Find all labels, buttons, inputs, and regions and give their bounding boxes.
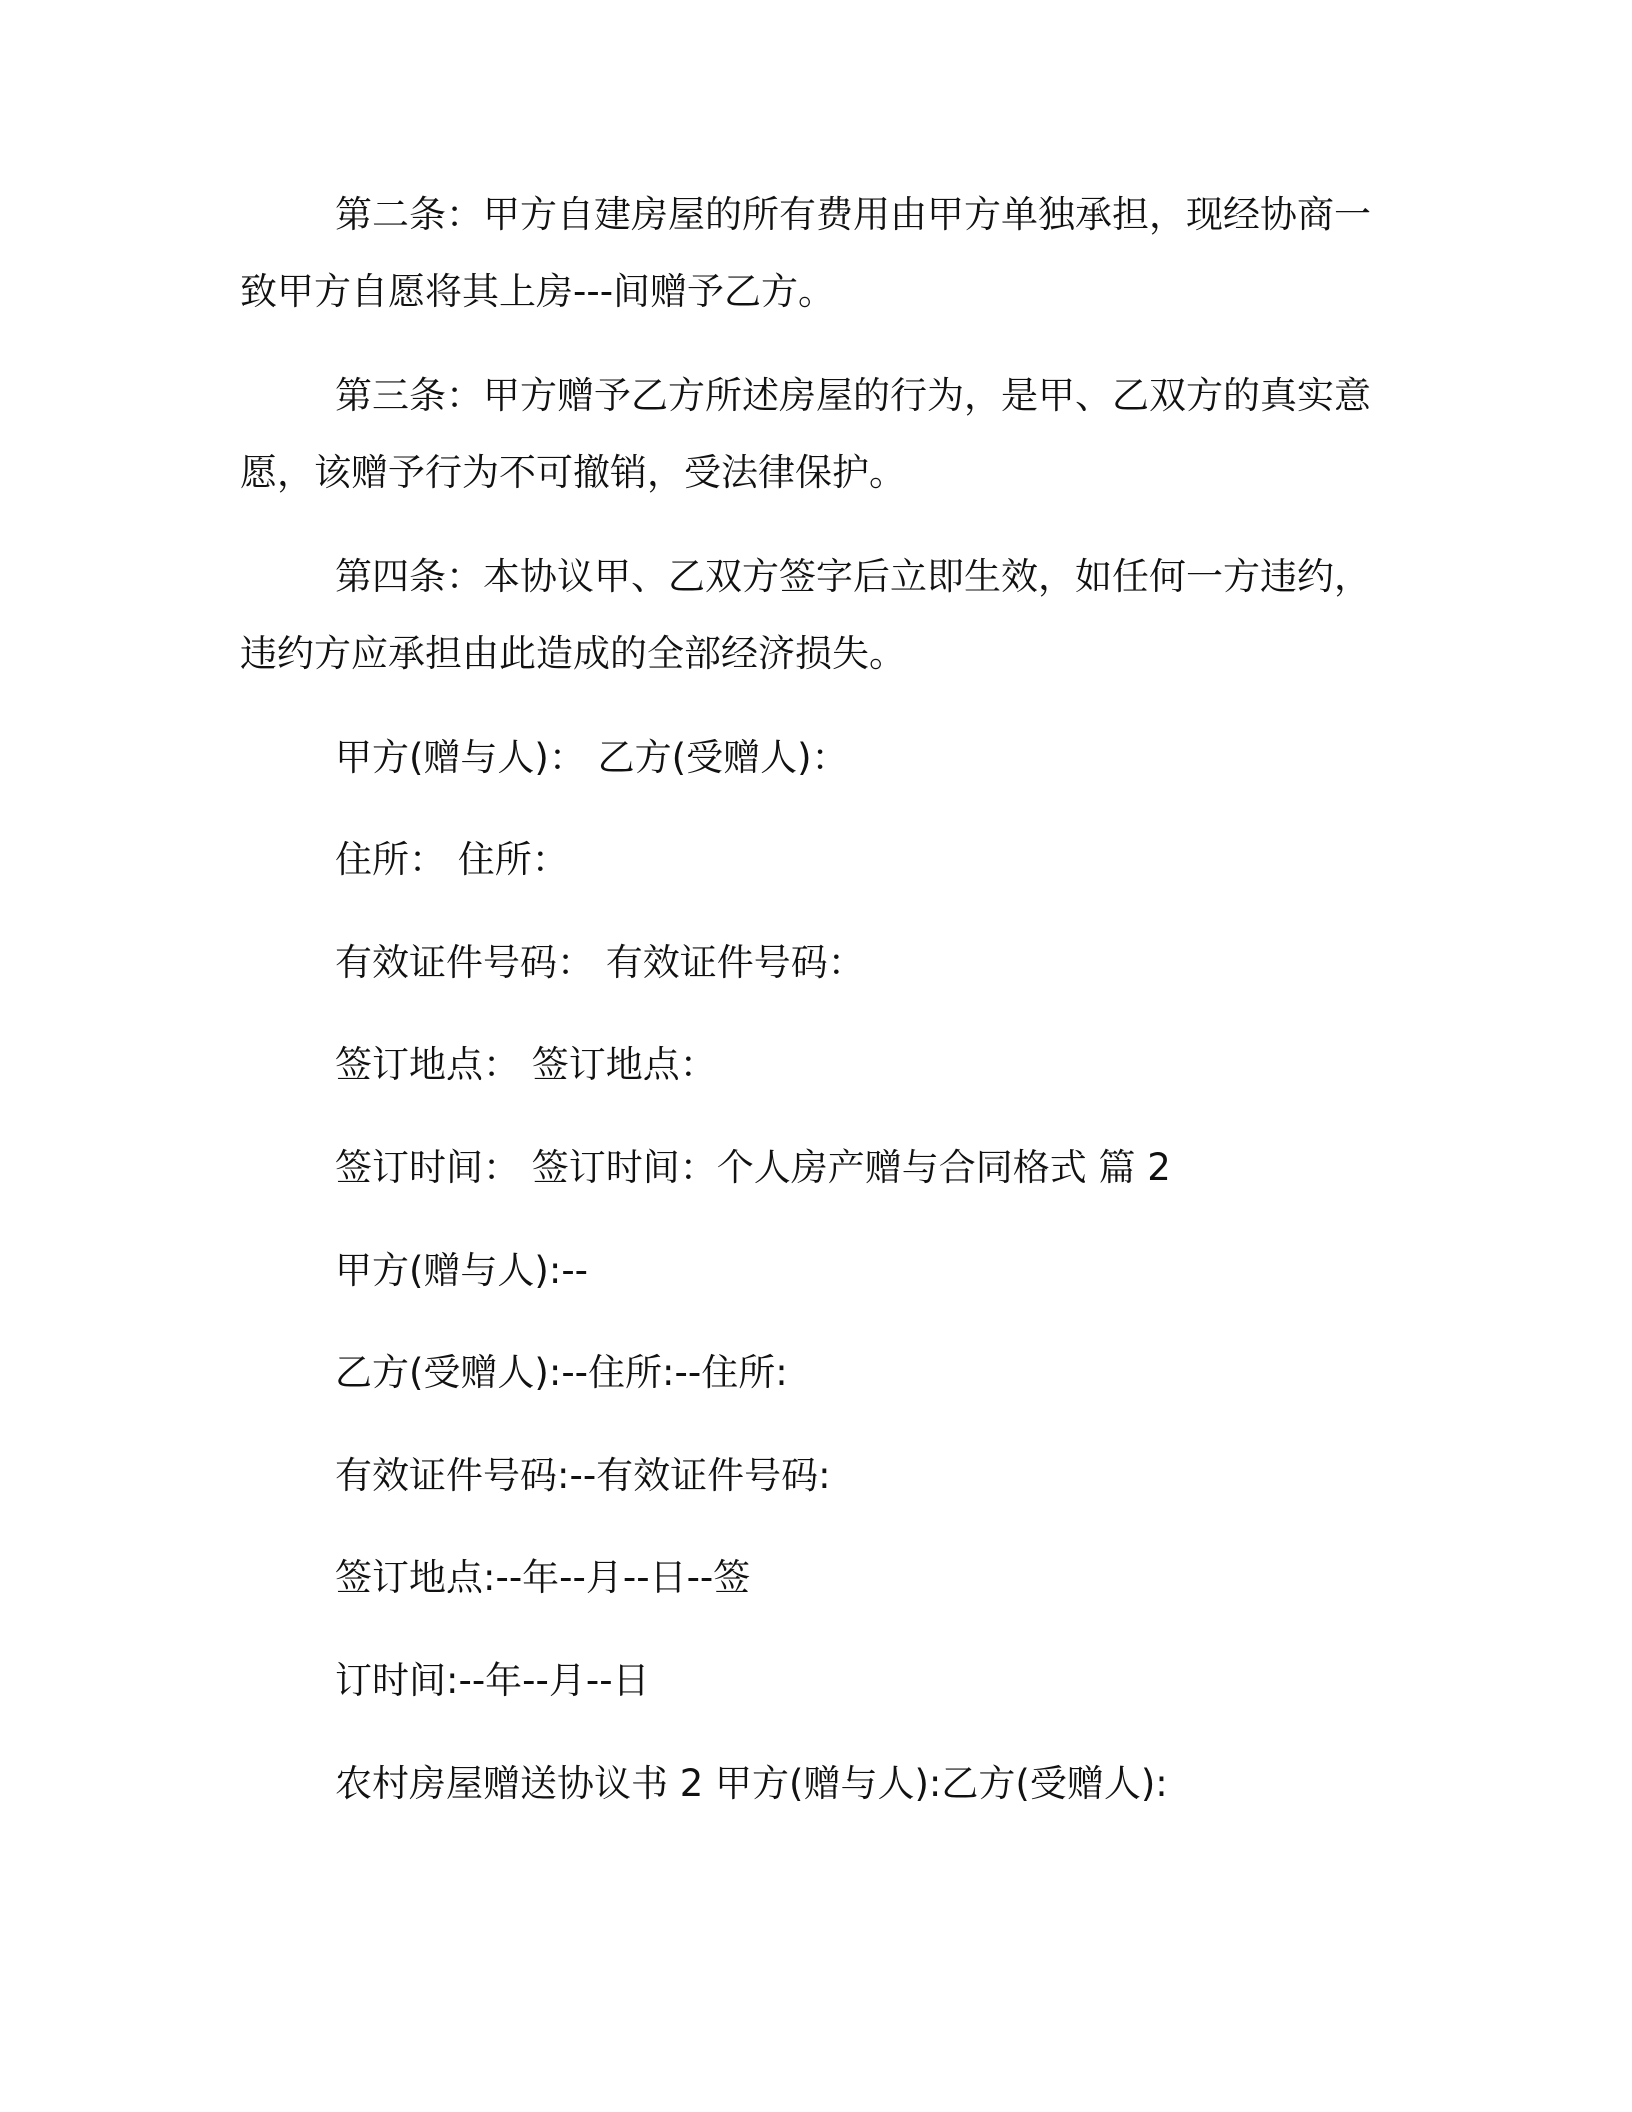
article-4-line-2: 违约方应承担由此造成的全部经济损失。 [240,632,906,675]
party-a-b-line: 甲方(赠与人)： 乙方(受赠人)： [335,736,849,779]
address-line: 住所： 住所： [335,838,569,881]
article-2-paragraph [240,176,1390,330]
article-3-line-1: 第三条：甲方赠予乙方所述房屋的行为，是甲、乙双方的真实意 [335,374,1371,417]
id-number-line-2: 有效证件号码:--有效证件号码: [335,1454,831,1497]
signing-place-date-line: 签订地点:--年--月--日--签 [335,1556,751,1599]
signing-place-line: 签订地点： 签订地点： [335,1043,717,1086]
article-2-line-1: 第二条：甲方自建房屋的所有费用由甲方单独承担，现经协商一 [335,193,1371,236]
party-a-line-2: 甲方(赠与人):-- [335,1249,589,1292]
signing-time-date-line: 订时间:--年--月--日 [335,1659,650,1702]
article-4-paragraph [240,538,1390,692]
article-3-line-2: 愿，该赠予行为不可撤销，受法律保护。 [240,451,906,494]
party-b-address-line-2: 乙方(受赠人):--住所:--住所: [335,1351,788,1394]
article-4-line-1: 第四条：本协议甲、乙双方签字后立即生效，如任何一方违约， [335,555,1371,598]
article-2-line-2: 致甲方自愿将其上房---间赠予乙方。 [240,270,836,313]
article-3-paragraph [240,357,1390,511]
rural-house-gift-agreement-line: 农村房屋赠送协议书 2 甲方(赠与人):乙方(受赠人): [335,1762,1168,1805]
signing-time-line: 签订时间： 签订时间：个人房产赠与合同格式 篇 2 [335,1146,1171,1189]
id-number-line: 有效证件号码： 有效证件号码： [335,941,865,984]
